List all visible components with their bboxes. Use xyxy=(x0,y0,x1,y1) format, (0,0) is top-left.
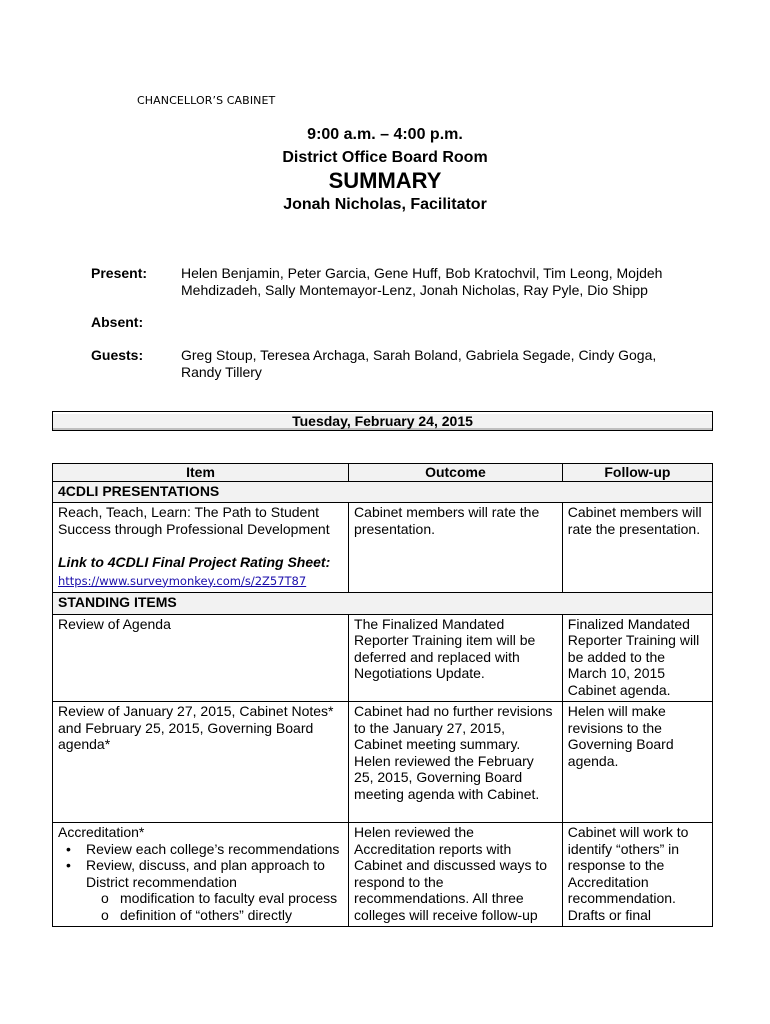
bullet-icon: • xyxy=(66,840,71,857)
header-outcome: Outcome xyxy=(349,464,563,482)
followup-cell: Finalized Mandated Reporter Training will be added to the March 10, 2015 Cabinet agenda. xyxy=(562,614,712,702)
present-label: Present: xyxy=(91,265,148,281)
circle-bullet-icon: o xyxy=(101,890,109,906)
item-text: Reach, Teach, Learn: The Path to Student Success through Professional Development xyxy=(58,504,330,537)
outcome-cell: Cabinet members will rate the presentation. xyxy=(349,503,563,593)
meeting-location: District Office Board Room xyxy=(282,149,488,166)
facilitator: Jonah Nicholas, Facilitator xyxy=(283,196,487,213)
section-row xyxy=(53,481,713,503)
organization-name: CHANCELLOR’S CABINET xyxy=(137,94,276,107)
rating-link-label: Link to 4CDLI Final Project Rating Sheet: xyxy=(58,554,331,570)
list-item xyxy=(101,890,343,907)
rating-link[interactable]: https://www.surveymonkey.com/s/2Z57T87 xyxy=(58,573,307,588)
absent-label: Absent: xyxy=(91,314,144,330)
present-list: Helen Benjamin, Peter Garcia, Gene Huff, Bob Kratochvil, Tim Leong, Mojdeh Mehdizadeh, Sally Montemayor-Lenz, Jonah Nicholas, Ray Pyle, Dio Shipp xyxy=(181,265,663,298)
sub-bullet-list xyxy=(86,890,343,923)
item-cell: Review of Agenda xyxy=(53,614,349,702)
guests-list: Greg Stoup, Teresea Archaga, Sarah Boland, Gabriela Segade, Cindy Goga, Randy Tillery xyxy=(181,347,657,380)
followup-cell: Cabinet will work to identify “others” in response to the Accreditation recommendation. Drafts or final xyxy=(562,823,712,927)
table-header-row xyxy=(53,464,713,482)
outcome-cell: The Finalized Mandated Reporter Training item will be deferred and replaced with Negotiations Update. xyxy=(349,614,563,702)
guests-label: Guests: xyxy=(91,347,144,363)
bullet-text: Review, discuss, and plan approach to District recommendation xyxy=(86,857,325,890)
outcome-cell: Cabinet had no further revisions to the January 27, 2015, Cabinet meeting summary. Helen reviewed the February 25, 2015, Governing Board meeting agenda with Cabinet. xyxy=(349,702,563,823)
header-followup: Follow-up xyxy=(562,464,712,482)
section-4cdli: 4CDLI PRESENTATIONS xyxy=(53,481,713,503)
meeting-time: 9:00 a.m. – 4:00 p.m. xyxy=(307,126,463,143)
meeting-date-band: Tuesday, February 24, 2015 xyxy=(52,411,713,431)
circle-bullet-icon: o xyxy=(101,906,109,923)
followup-cell: Cabinet members will rate the presentation. xyxy=(562,503,712,593)
section-standing-items: STANDING ITEMS xyxy=(53,593,713,615)
bullet-list xyxy=(58,841,343,924)
list-item xyxy=(66,857,343,923)
outcome-cell: Helen reviewed the Accreditation reports with Cabinet and discussed ways to respond to the recommendations. All three colleges will receive follow-up xyxy=(349,823,563,927)
table-row xyxy=(53,614,713,702)
section-row xyxy=(53,593,713,615)
bullet-icon: • xyxy=(66,857,71,873)
bullet-text: Review each college’s recommendations xyxy=(86,840,340,857)
table-row xyxy=(53,702,713,823)
item-cell xyxy=(53,823,349,927)
header-item: Item xyxy=(53,464,349,482)
table-row xyxy=(53,503,713,593)
document-title: SUMMARY xyxy=(328,168,442,193)
bullet-text: definition of “others” directly xyxy=(120,906,292,923)
item-cell: Review of January 27, 2015, Cabinet Notes* and February 25, 2015, Governing Board agenda* xyxy=(53,702,349,823)
bullet-text: modification to faculty eval process xyxy=(120,890,338,906)
list-item xyxy=(66,840,343,858)
list-item xyxy=(101,906,343,924)
item-cell xyxy=(53,503,349,593)
item-text: Accreditation* xyxy=(58,824,145,840)
followup-cell: Helen will make revisions to the Governing Board agenda. xyxy=(562,702,712,823)
table-row xyxy=(53,823,713,927)
agenda-table xyxy=(52,463,713,927)
